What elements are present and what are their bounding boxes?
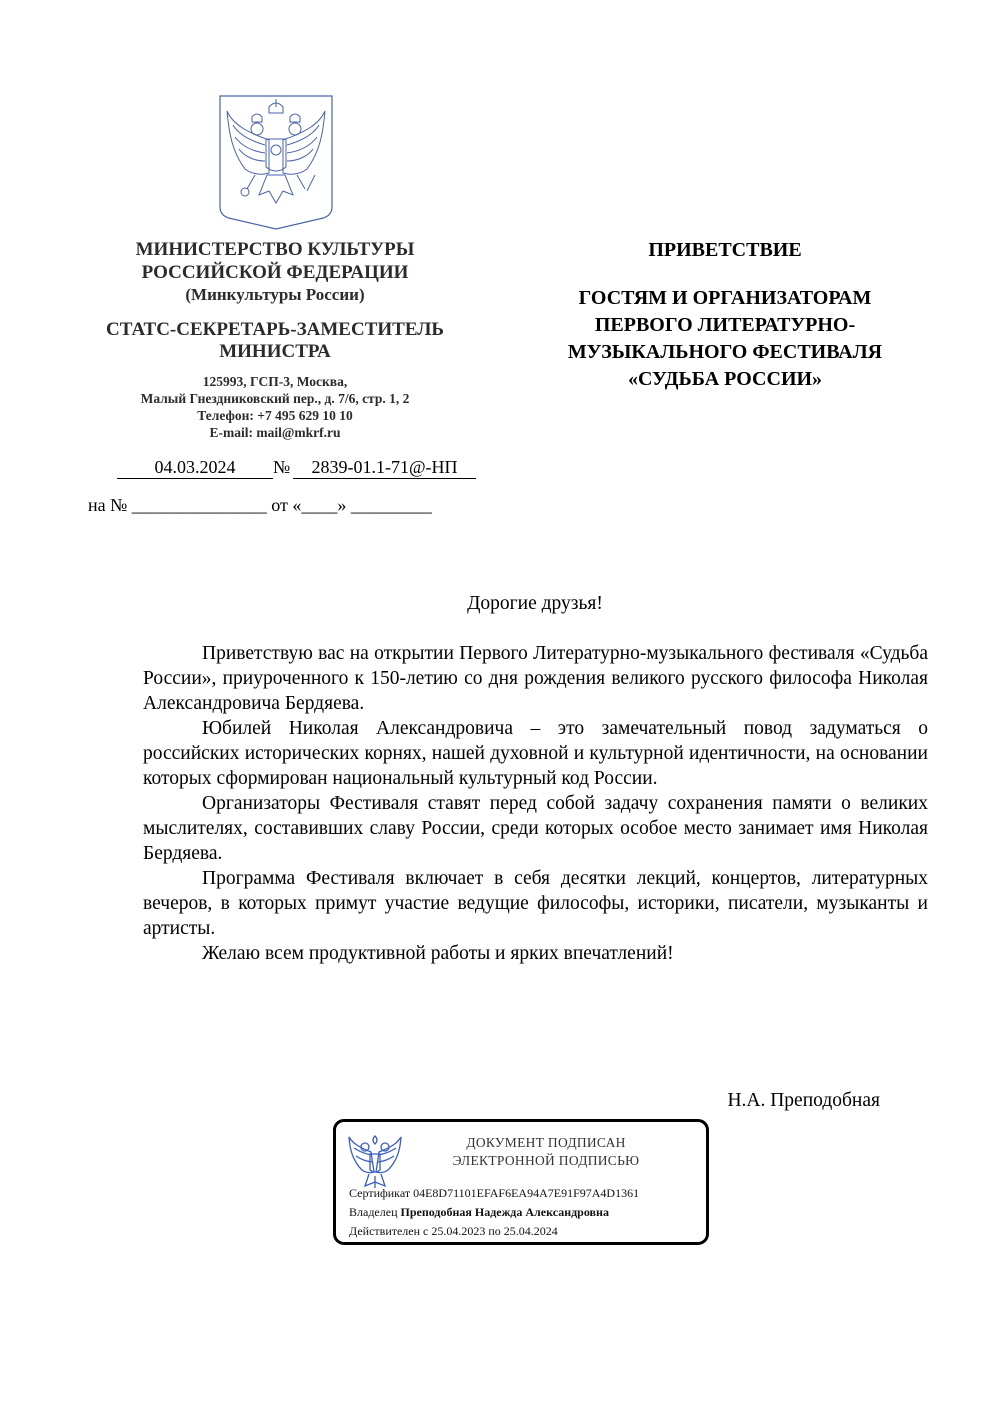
valid-to-label: по bbox=[488, 1224, 501, 1238]
document-number: 2839-01.1-71@-НП bbox=[293, 456, 476, 479]
title-line4: «СУДЬБА РОССИИ» bbox=[627, 368, 823, 390]
signer-name: Н.А. Преподобная bbox=[727, 1090, 880, 1111]
document-date: 04.03.2024 bbox=[117, 456, 273, 479]
paragraph-4: Программа Фестиваля включает в себя десятки лекций, концертов, литературных вечеров, в которых примут участие ведущие философы, историки, писатели, музыканты и артисты. bbox=[143, 868, 928, 939]
document-heading: ПРИВЕТСТВИЕ bbox=[648, 239, 802, 261]
owner-value: Преподобная Надежда Александровна bbox=[400, 1205, 609, 1219]
ministry-name-line2: РОССИЙСКОЙ ФЕДЕРАЦИИ bbox=[141, 262, 409, 283]
owner-label: Владелец bbox=[349, 1205, 398, 1219]
salutation: Дорогие друзья! bbox=[467, 593, 603, 614]
validity-row bbox=[349, 1224, 558, 1239]
position-line2: МИНИСТРА bbox=[219, 341, 331, 362]
number-sign: № bbox=[273, 457, 291, 477]
owner-row bbox=[349, 1205, 609, 1220]
paragraph-2: Юбилей Николая Александровича – это замечательный повод задуматься о российских исторических корнях, нашей духовной и культурной идентичности, на основании которых сформирован национальный культурный код России. bbox=[143, 718, 928, 789]
stamp-header-line1: ДОКУМЕНТ ПОДПИСАН bbox=[466, 1135, 626, 1150]
title-line1: ГОСТЯМ И ОРГАНИЗАТОРАМ bbox=[578, 287, 872, 309]
paragraph-5: Желаю всем продуктивной работы и ярких впечатлений! bbox=[202, 943, 674, 964]
e-signature-stamp bbox=[333, 1119, 709, 1245]
valid-label: Действителен с bbox=[349, 1224, 429, 1238]
ministry-short-name: (Минкультуры России) bbox=[185, 285, 365, 304]
title-line2: ПЕРВОГО ЛИТЕРАТУРНО- bbox=[594, 314, 856, 336]
position-line1: СТАТС-СЕКРЕТАРЬ-ЗАМЕСТИТЕЛЬ bbox=[106, 319, 444, 340]
certificate-value: 04E8D71101EFAF6EA94A7E91F97A4D1361 bbox=[413, 1186, 640, 1200]
address-line2: Малый Гнездниковский пер., д. 7/6, стр. 1, 2 bbox=[140, 391, 410, 406]
paragraph-3: Организаторы Фестиваля ставят перед собой задачу сохранения памяти о великих мыслителях, составивших славу России, среди которых особое место занимает имя Николая Бердяева. bbox=[143, 793, 928, 864]
stamp-header-line2: ЭЛЕКТРОННОЙ ПОДПИСЬЮ bbox=[452, 1153, 640, 1168]
coat-of-arms-icon bbox=[219, 95, 333, 230]
phone: Телефон: +7 495 629 10 10 bbox=[197, 408, 353, 423]
reply-reference-line: на № _______________ от «____» _________ bbox=[88, 495, 432, 515]
email: E-mail: mail@mkrf.ru bbox=[209, 425, 341, 440]
address-line1: 125993, ГСП-3, Москва, bbox=[202, 374, 348, 389]
ministry-name-line1: МИНИСТЕРСТВО КУЛЬТУРЫ bbox=[135, 239, 415, 260]
certificate-row bbox=[349, 1186, 639, 1201]
valid-from: 25.04.2023 bbox=[431, 1224, 486, 1238]
paragraph-1: Приветствую вас на открытии Первого Литературно-музыкального фестиваля «Судьба России», приуроченного к 150-летию со дня рождения великого русского философа Николая Александровича Бердяева. bbox=[143, 643, 928, 714]
certificate-label: Сертификат bbox=[349, 1186, 411, 1200]
title-line3: МУЗЫКАЛЬНОГО ФЕСТИВАЛЯ bbox=[567, 341, 883, 363]
valid-to: 25.04.2024 bbox=[503, 1224, 558, 1238]
